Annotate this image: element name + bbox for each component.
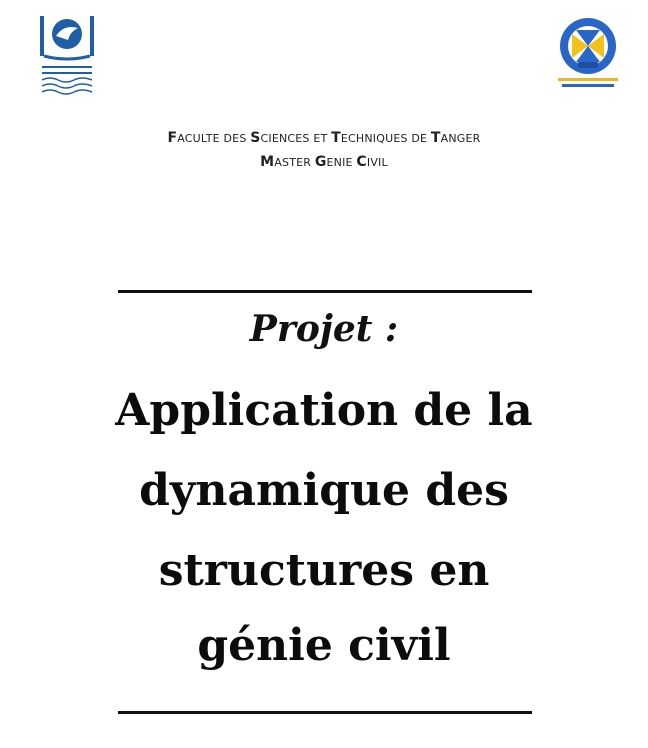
header-cap-letter: M <box>260 154 275 170</box>
header-cap-letter: C <box>356 154 367 170</box>
header-cap-letter: T <box>331 130 341 146</box>
top-divider <box>118 290 532 293</box>
header-cap-letter: S <box>250 130 261 146</box>
fst-tanger-logo-icon <box>552 14 624 94</box>
title-line-2: dynamique des <box>139 465 509 516</box>
header-word-rest: ACULTE DES <box>177 132 251 145</box>
university-logo-icon <box>38 16 96 98</box>
title-line-1: Application de la <box>115 385 533 436</box>
title-line-4: génie civil <box>197 620 451 671</box>
faculty-name <box>0 130 648 146</box>
master-name <box>0 154 648 170</box>
header-word-rest: ENIE <box>326 156 357 169</box>
header-cap-letter: F <box>167 130 178 146</box>
header-cap-letter: G <box>314 154 327 170</box>
title-line-3: structures en <box>158 545 490 596</box>
projet-label: Projet : <box>249 308 399 350</box>
header-word-rest: ANGER <box>440 132 481 145</box>
header-word-rest: CIENCES ET <box>260 132 332 145</box>
header-word-rest: ECHNIQUES DE <box>340 132 431 145</box>
header-word-rest: IVIL <box>366 156 388 169</box>
header-cap-letter: T <box>430 130 441 146</box>
header-word-rest: ASTER <box>274 156 315 169</box>
bottom-divider <box>118 711 532 714</box>
